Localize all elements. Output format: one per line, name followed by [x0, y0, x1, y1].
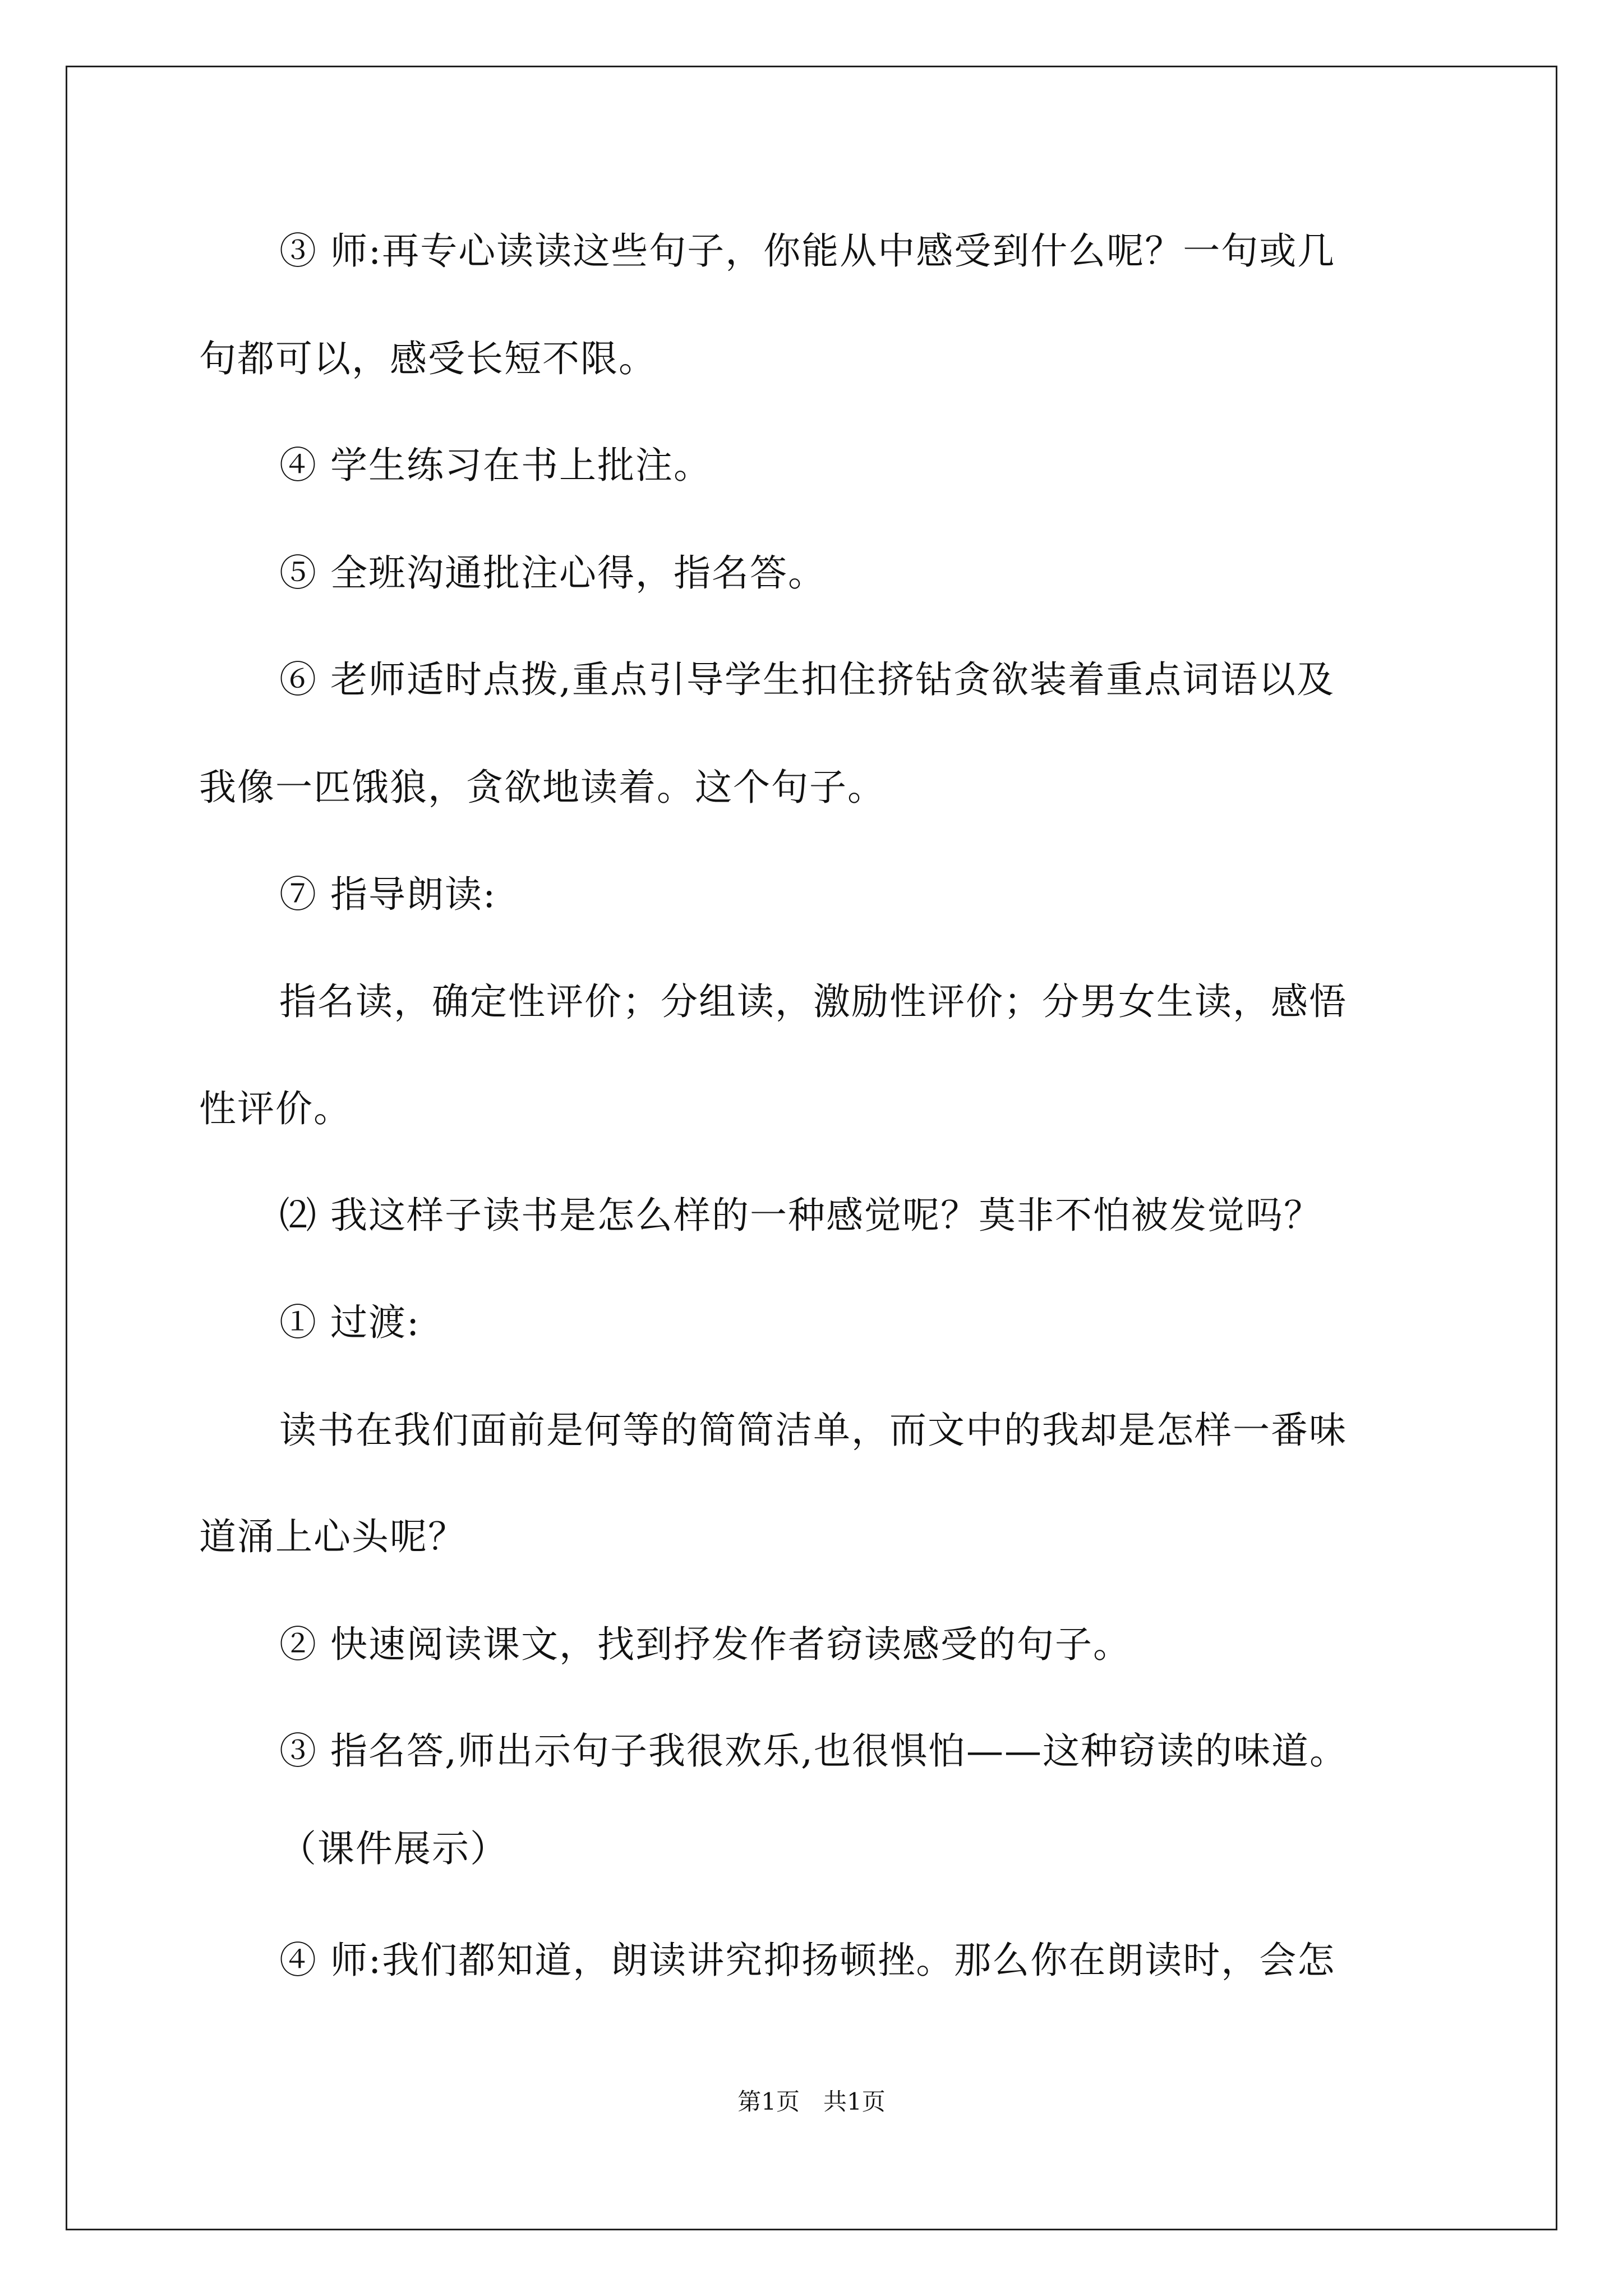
- text-line: ② 快速阅读课文，找到抒发作者窃读感受的句子。: [279, 1623, 1131, 1666]
- text-line: ⑥ 老师适时点拨,重点引导学生扣住挤钻贪欲装着重点词语以及: [279, 658, 1335, 701]
- text-line: （课件展示）: [279, 1827, 508, 1870]
- text-line: ③ 指名答,师出示句子我很欢乐,也很惧怕——这种窃读的味道。: [279, 1729, 1348, 1773]
- text-line: 我像一匹饿狼，贪欲地读着。这个句子。: [199, 766, 886, 809]
- page-border: [66, 66, 1557, 2230]
- text-line: ⑵ 我这样子读书是怎么样的一种感觉呢？莫非不怕被发觉吗？: [279, 1194, 1322, 1237]
- text-line: ⑤ 全班沟通批注心得，指名答。: [279, 551, 826, 595]
- text-line: 性评价。: [199, 1087, 352, 1130]
- text-line: 句都可以，感受长短不限。: [199, 337, 657, 380]
- text-line: 读书在我们面前是何等的简简洁单，而文中的我却是怎样一番味: [279, 1409, 1347, 1452]
- text-line: 指名读，确定性评价；分组读，激励性评价；分男女生读，感悟: [279, 980, 1347, 1023]
- text-line: ③ 师:再专心读读这些句子，你能从中感受到什么呢？一句或几: [279, 229, 1336, 273]
- page-number-footer: 第1页 共1页: [737, 2088, 886, 2115]
- text-line: ④ 学生练习在书上批注。: [279, 444, 712, 487]
- text-line: 道涌上心头呢？: [199, 1515, 466, 1558]
- text-line: ① 过渡:: [279, 1301, 421, 1344]
- text-line: ④ 师:我们都知道，朗读讲究抑扬顿挫。那么你在朗读时，会怎: [279, 1939, 1336, 1982]
- text-line: ⑦ 指导朗读:: [279, 873, 497, 916]
